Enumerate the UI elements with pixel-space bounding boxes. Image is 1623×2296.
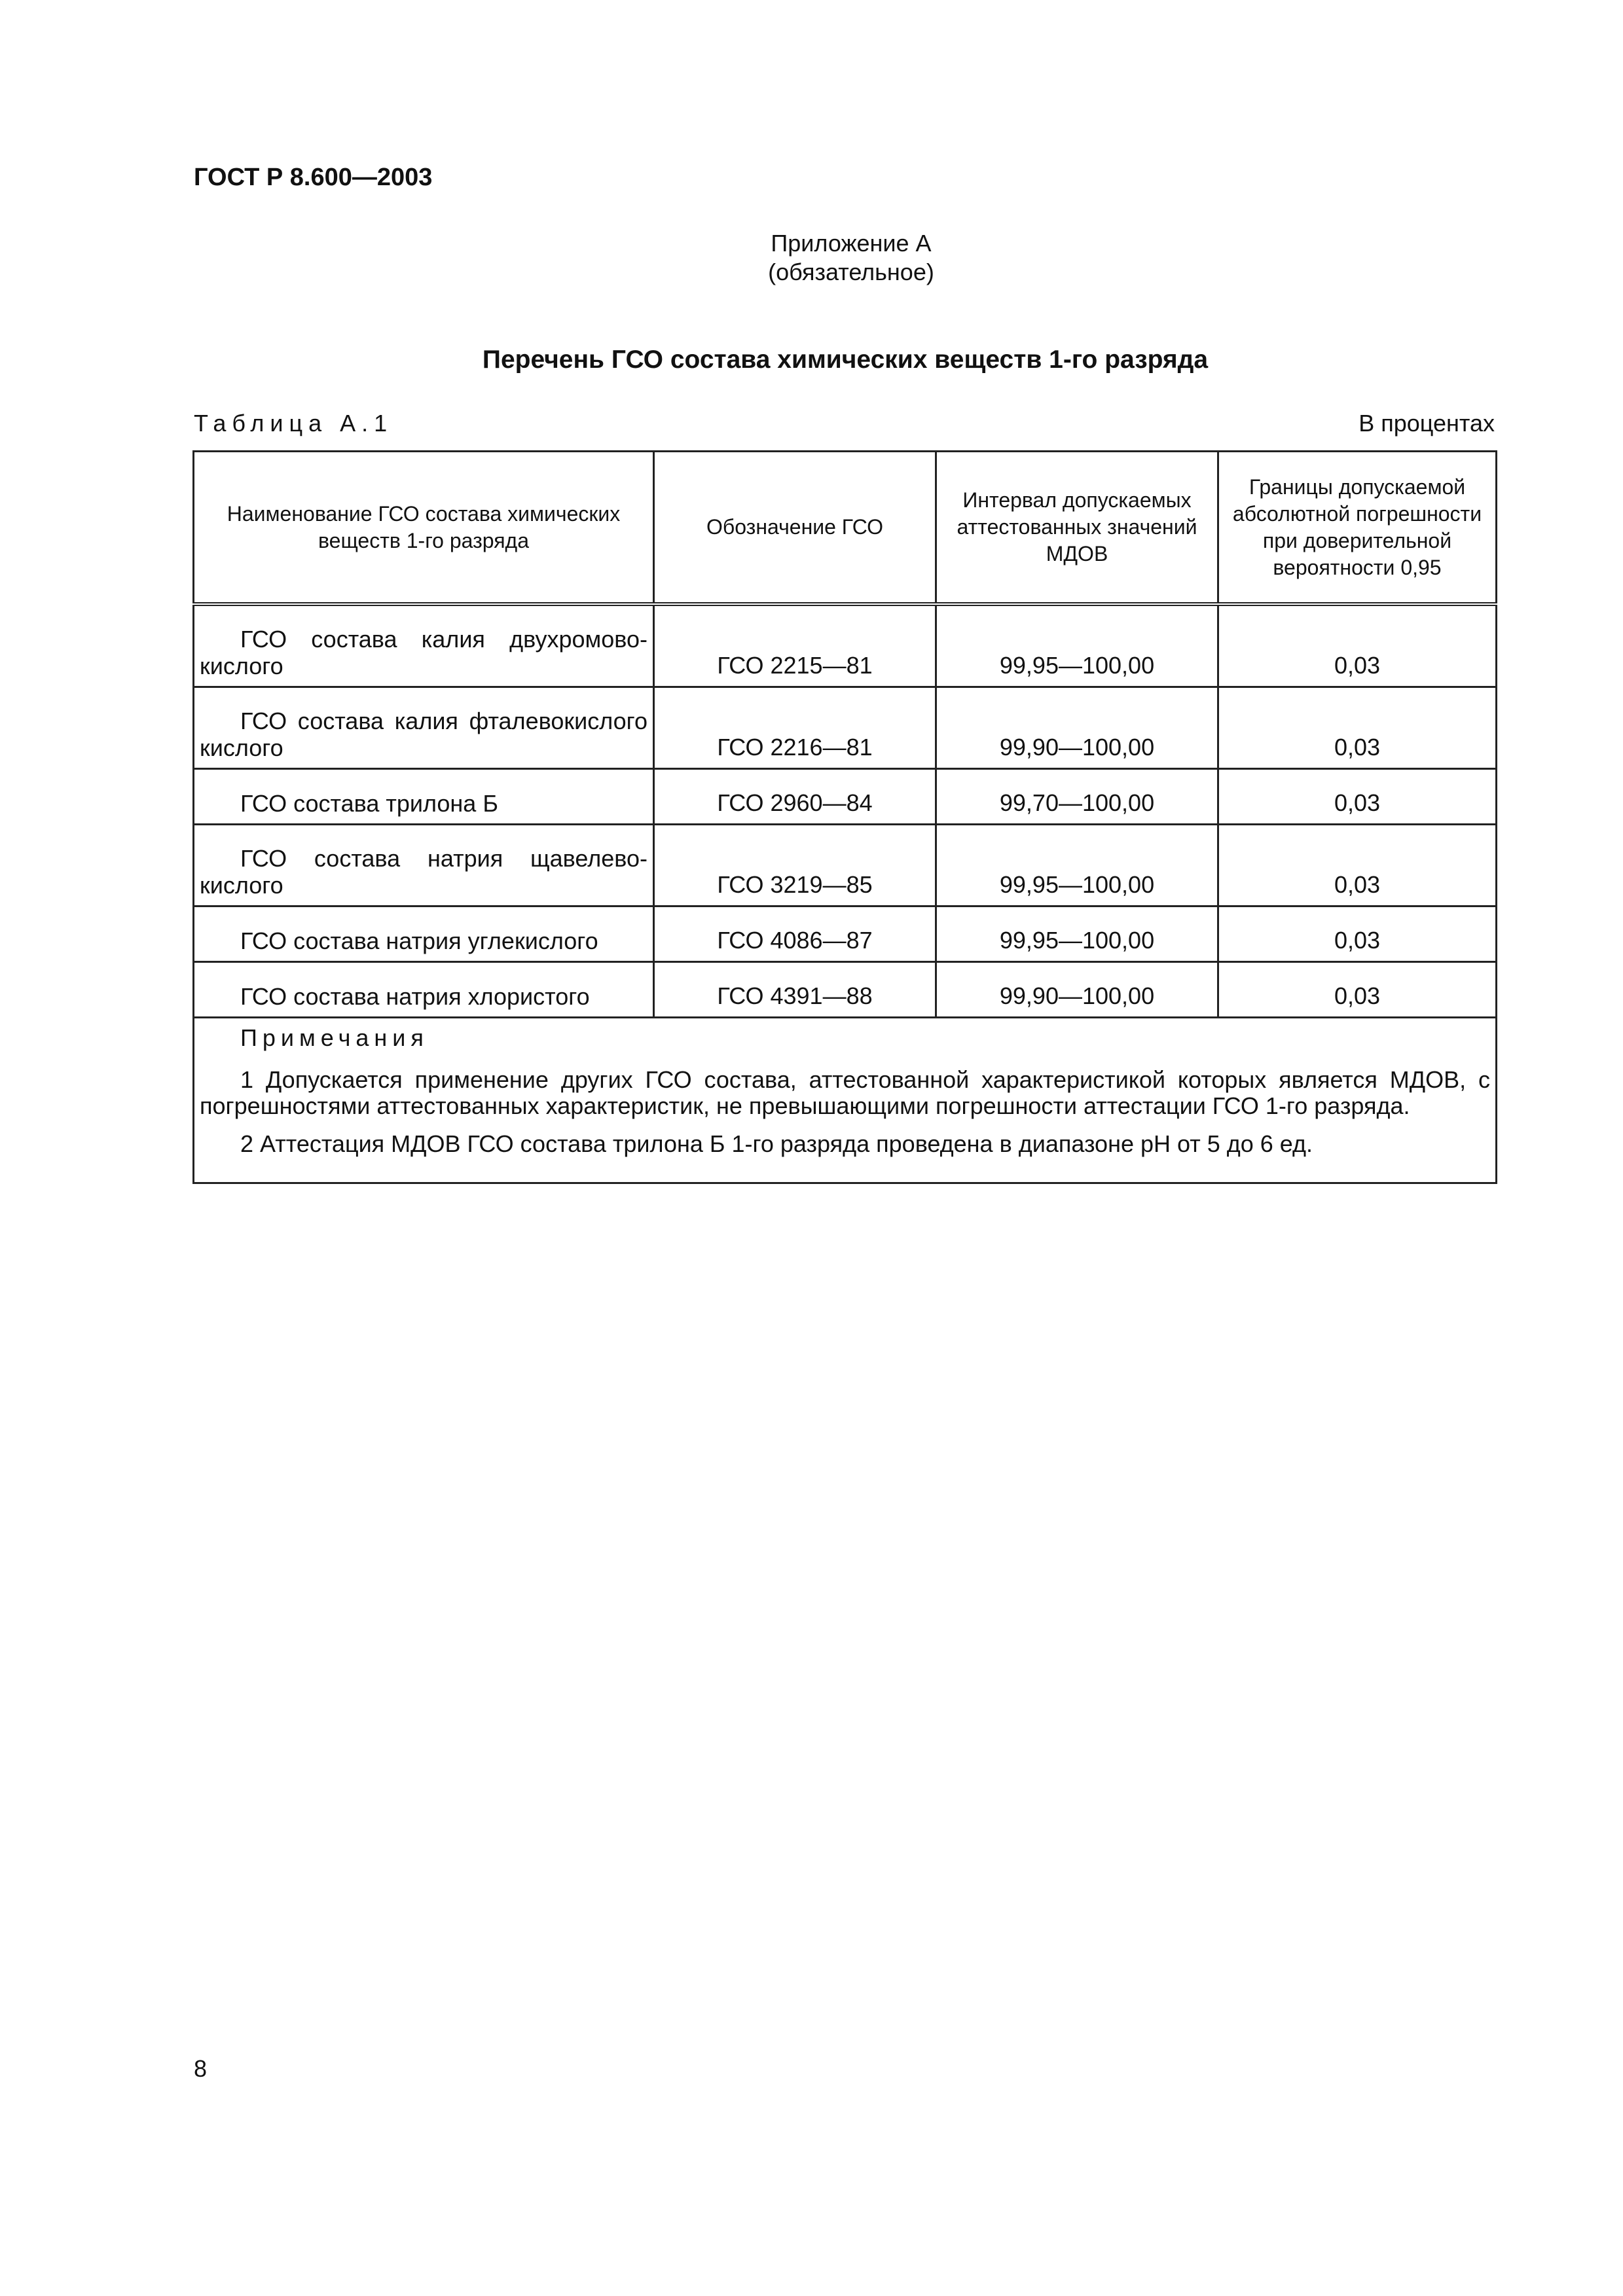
notes-heading: Примечания <box>240 1024 429 1051</box>
row-name: ГСО состава натрия углекислого <box>194 906 654 962</box>
row-designation: ГСО 4086—87 <box>654 906 936 962</box>
column-header-designation: Обозначение ГСО <box>654 452 936 605</box>
table-row <box>194 687 1497 769</box>
row-name <box>194 687 654 769</box>
row-designation: ГСО 2215—81 <box>654 604 936 687</box>
row-name-line2: кислого <box>200 734 283 761</box>
table-row <box>194 769 1497 825</box>
column-header-bounds: Границы допускаемой абсолютной погрешности при доверительной вероятности 0,95 <box>1218 452 1497 605</box>
gso-table <box>192 450 1495 1184</box>
column-header-interval: Интервал допускаемых аттестованных значений МДОВ <box>936 452 1218 605</box>
row-bounds: 0,03 <box>1218 769 1497 825</box>
table-row <box>194 906 1497 962</box>
row-interval: 99,95—100,00 <box>936 604 1218 687</box>
table-label: Таблица А.1 <box>194 410 393 437</box>
table-units: В процентах <box>1359 410 1495 437</box>
table-row <box>194 962 1497 1018</box>
column-header-name: Наименование ГСО состава химических веществ 1-го разряда <box>194 452 654 605</box>
appendix-status: (обязательное) <box>768 259 934 285</box>
row-name <box>194 604 654 687</box>
row-bounds: 0,03 <box>1218 962 1497 1018</box>
appendix-title: Приложение А <box>771 230 932 257</box>
note-item: 1 Допускается применение других ГСО состава, аттестованной характеристикой которых является МДОВ, с погрешностями аттестованных характеристик, не превышающими погрешности аттестации ГСО 1-го разряда. <box>200 1066 1490 1119</box>
page-number: 8 <box>194 2055 208 2082</box>
row-bounds: 0,03 <box>1218 825 1497 906</box>
row-bounds: 0,03 <box>1218 687 1497 769</box>
row-designation: ГСО 3219—85 <box>654 825 936 906</box>
notes-cell <box>194 1018 1497 1183</box>
row-name-line2: кислого <box>200 653 283 679</box>
row-interval: 99,95—100,00 <box>936 825 1218 906</box>
row-name: ГСО состава трилона Б <box>194 769 654 825</box>
row-interval: 99,90—100,00 <box>936 962 1218 1018</box>
table-header-row <box>194 452 1497 605</box>
row-name-line1: ГСО состава натрия щавелево- <box>240 845 647 872</box>
row-designation: ГСО 4391—88 <box>654 962 936 1018</box>
row-name <box>194 825 654 906</box>
document-code: ГОСТ Р 8.600—2003 <box>194 164 433 191</box>
note-item: 2 Аттестация МДОВ ГСО состава трилона Б 1-го разряда проведена в диапазоне pH от 5 до 6 ед. <box>240 1130 1313 1157</box>
notes-row <box>194 1018 1497 1183</box>
row-interval: 99,95—100,00 <box>936 906 1218 962</box>
row-name: ГСО состава натрия хлористого <box>194 962 654 1018</box>
table-row <box>194 604 1497 687</box>
row-bounds: 0,03 <box>1218 604 1497 687</box>
table-title: Перечень ГСО состава химических веществ 1-го разряда <box>482 346 1209 374</box>
row-designation: ГСО 2216—81 <box>654 687 936 769</box>
table-row <box>194 825 1497 906</box>
row-name-line1: ГСО состава калия двухромово- <box>240 626 647 653</box>
row-name-line1: ГСО состава калия фталевокислого <box>240 708 647 734</box>
row-interval: 99,70—100,00 <box>936 769 1218 825</box>
row-designation: ГСО 2960—84 <box>654 769 936 825</box>
row-interval: 99,90—100,00 <box>936 687 1218 769</box>
row-bounds: 0,03 <box>1218 906 1497 962</box>
row-name-line2: кислого <box>200 872 283 899</box>
